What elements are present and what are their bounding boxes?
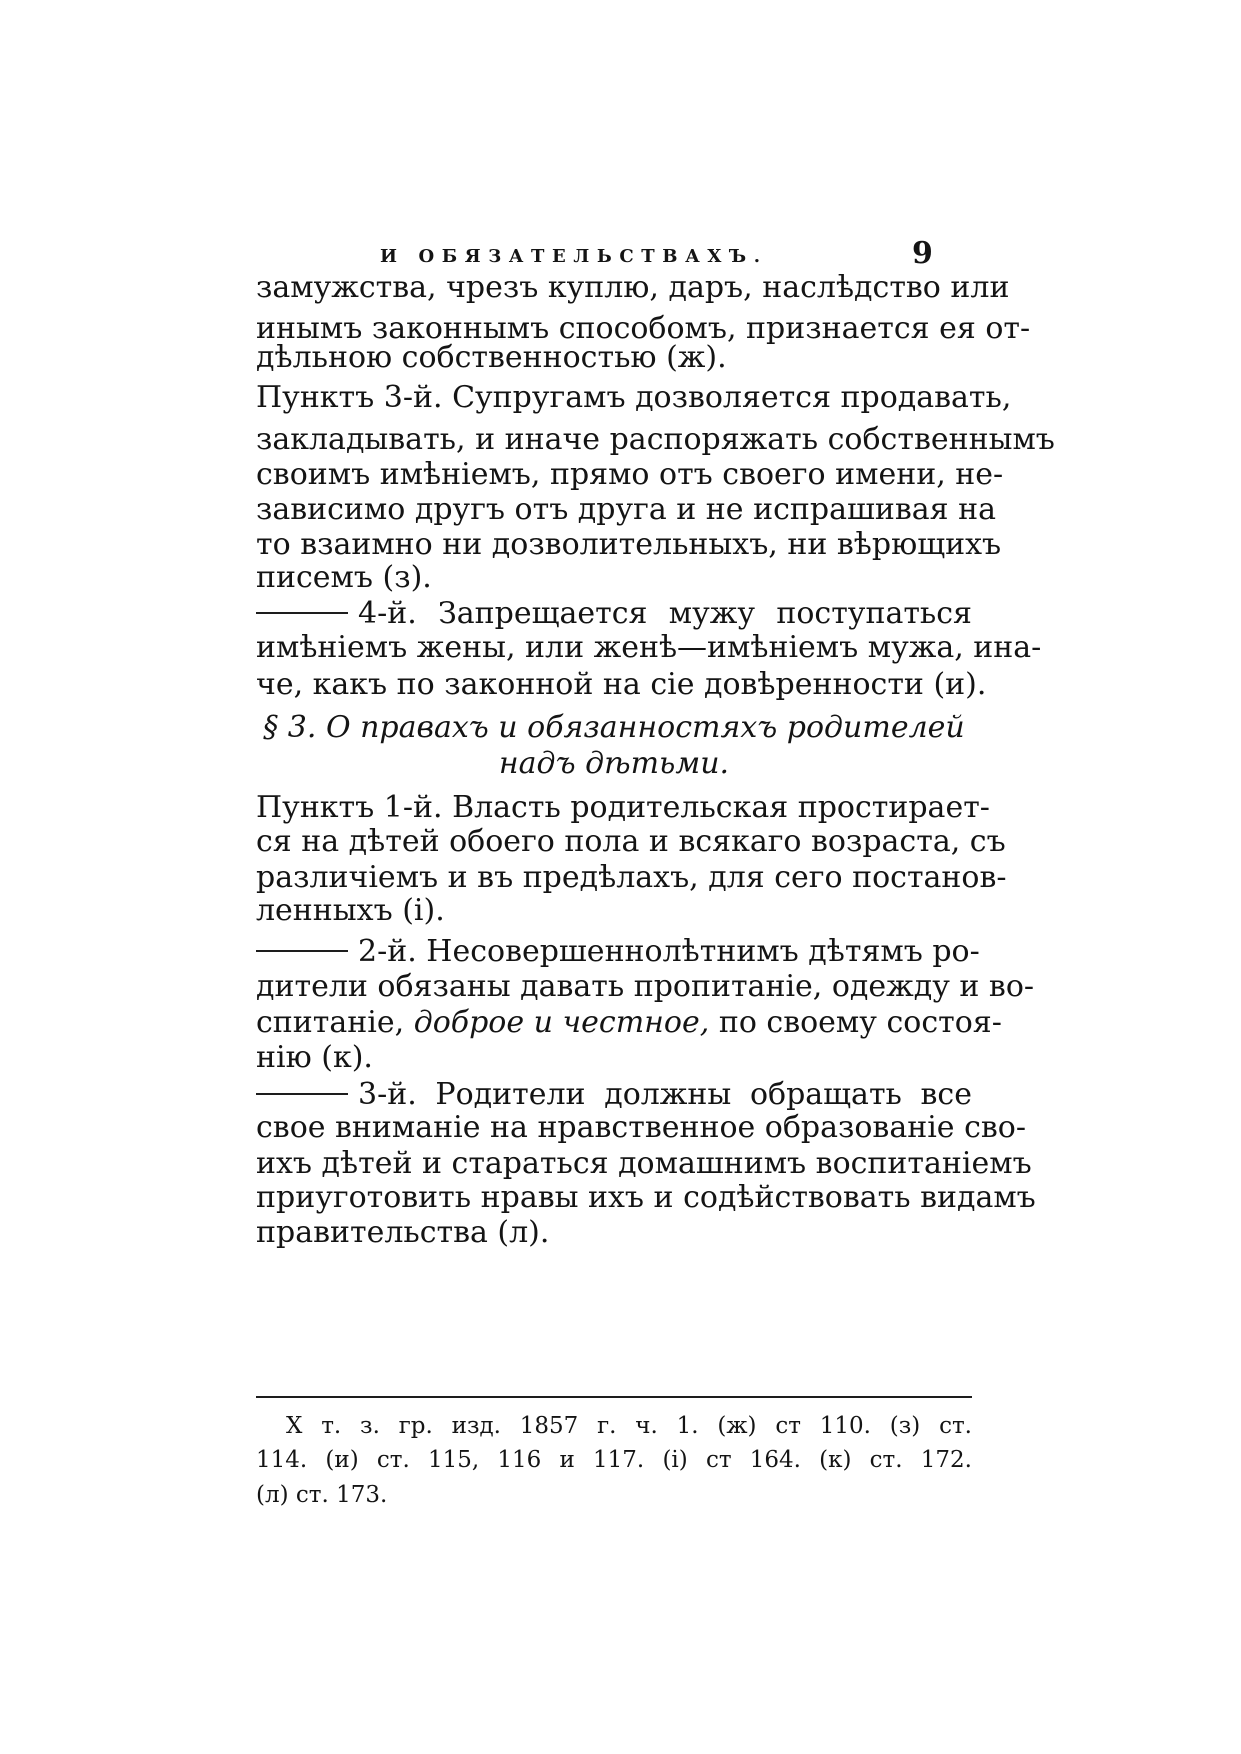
- text-line: дѣльною собственностью (ж).: [256, 340, 727, 375]
- text-line: замужства, чрезъ куплю, даръ, наслѣдство или: [256, 270, 1010, 305]
- em-dash-rule: [256, 612, 348, 614]
- paragraph-s3-punkt-3-first-line: 3-й. Родители должны обращать все: [256, 1075, 972, 1115]
- paragraph-s3-punkt-2-first-line: 2-й. Несовершеннолѣтнимъ дѣтямъ ро-: [256, 932, 972, 972]
- section-heading-line-2: надъ дѣтьми.: [498, 746, 730, 781]
- text-line: инымъ законнымъ способомъ, признается ея от-: [256, 311, 1031, 346]
- paragraph-punkt-4-line: имѣніемъ жены, или женѣ—имѣніемъ мужа, ина-: [256, 630, 1042, 665]
- paragraph-punkt-3-line: то взаимно ни дозволительныхъ, ни вѣрющихъ: [256, 527, 1002, 562]
- paragraph-s3-punkt-1-line: ленныхъ (і).: [256, 893, 445, 928]
- em-dash-rule: [256, 950, 348, 952]
- paragraph-punkt-4-first-line: 4-й. Запрещается мужу поступаться: [256, 594, 972, 634]
- footnote-line: X т. з. гр. изд. 1857 г. ч. 1. (ж) ст 110. (з) ст.: [286, 1413, 972, 1439]
- running-head: И ОБЯЗАТЕЛЬСТВАХЪ.: [380, 246, 768, 267]
- paragraph-punkt-4-line: че, какъ по законной на сіе довѣренности (и).: [256, 667, 987, 702]
- paragraph-s3-punkt-3-line: приуготовить нравы ихъ и содѣйствовать видамъ: [256, 1180, 1036, 1215]
- em-dash-rule: [256, 1093, 348, 1095]
- paragraph-punkt-3-line: писемъ (з).: [256, 560, 432, 595]
- italic-phrase: доброе и честное,: [413, 1005, 710, 1040]
- footnote-rule: [256, 1396, 972, 1398]
- section-heading: § 3. О правахъ и обязанностяхъ родителей: [263, 710, 965, 745]
- paragraph-punkt-3-line: закладывать, и иначе распоряжать собственнымъ: [256, 422, 1055, 457]
- paragraph-s3-punkt-2-line: нію (к).: [256, 1040, 373, 1075]
- paragraph-punkt-3-line: своимъ имѣніемъ, прямо отъ своего имени, не-: [256, 457, 1004, 492]
- paragraph-s3-punkt-1-line: Пунктъ 1-й. Власть родительская простирает-: [256, 790, 990, 825]
- paragraph-punkt-3-line: Пунктъ 3-й. Супругамъ дозволяется продавать,: [256, 380, 1012, 415]
- footnote-line: 114. (и) ст. 115, 116 и 117. (і) ст 164. (к) ст. 172.: [256, 1447, 972, 1473]
- paragraph-s3-punkt-3-line: свое вниманіе на нравственное образованіе сво-: [256, 1110, 1026, 1145]
- paragraph-s3-punkt-3-line: правительства (л).: [256, 1215, 550, 1250]
- page-number: 9: [912, 236, 933, 271]
- paragraph-s3-punkt-2-line: спитаніе, доброе и честное, по своему состоя-: [256, 1005, 1002, 1040]
- paragraph-s3-punkt-1-line: ся на дѣтей обоего пола и всякаго возраста, съ: [256, 824, 1006, 859]
- footnote-line: (л) ст. 173.: [256, 1482, 388, 1508]
- paragraph-s3-punkt-3-line: ихъ дѣтей и стараться домашнимъ воспитаніемъ: [256, 1146, 1032, 1181]
- paragraph-s3-punkt-2-line: дители обязаны давать пропитаніе, одежду и во-: [256, 969, 1035, 1004]
- paragraph-s3-punkt-1-line: различіемъ и въ предѣлахъ, для сего постанов-: [256, 860, 1007, 895]
- paragraph-punkt-3-line: зависимо другъ отъ друга и не испрашивая на: [256, 492, 996, 527]
